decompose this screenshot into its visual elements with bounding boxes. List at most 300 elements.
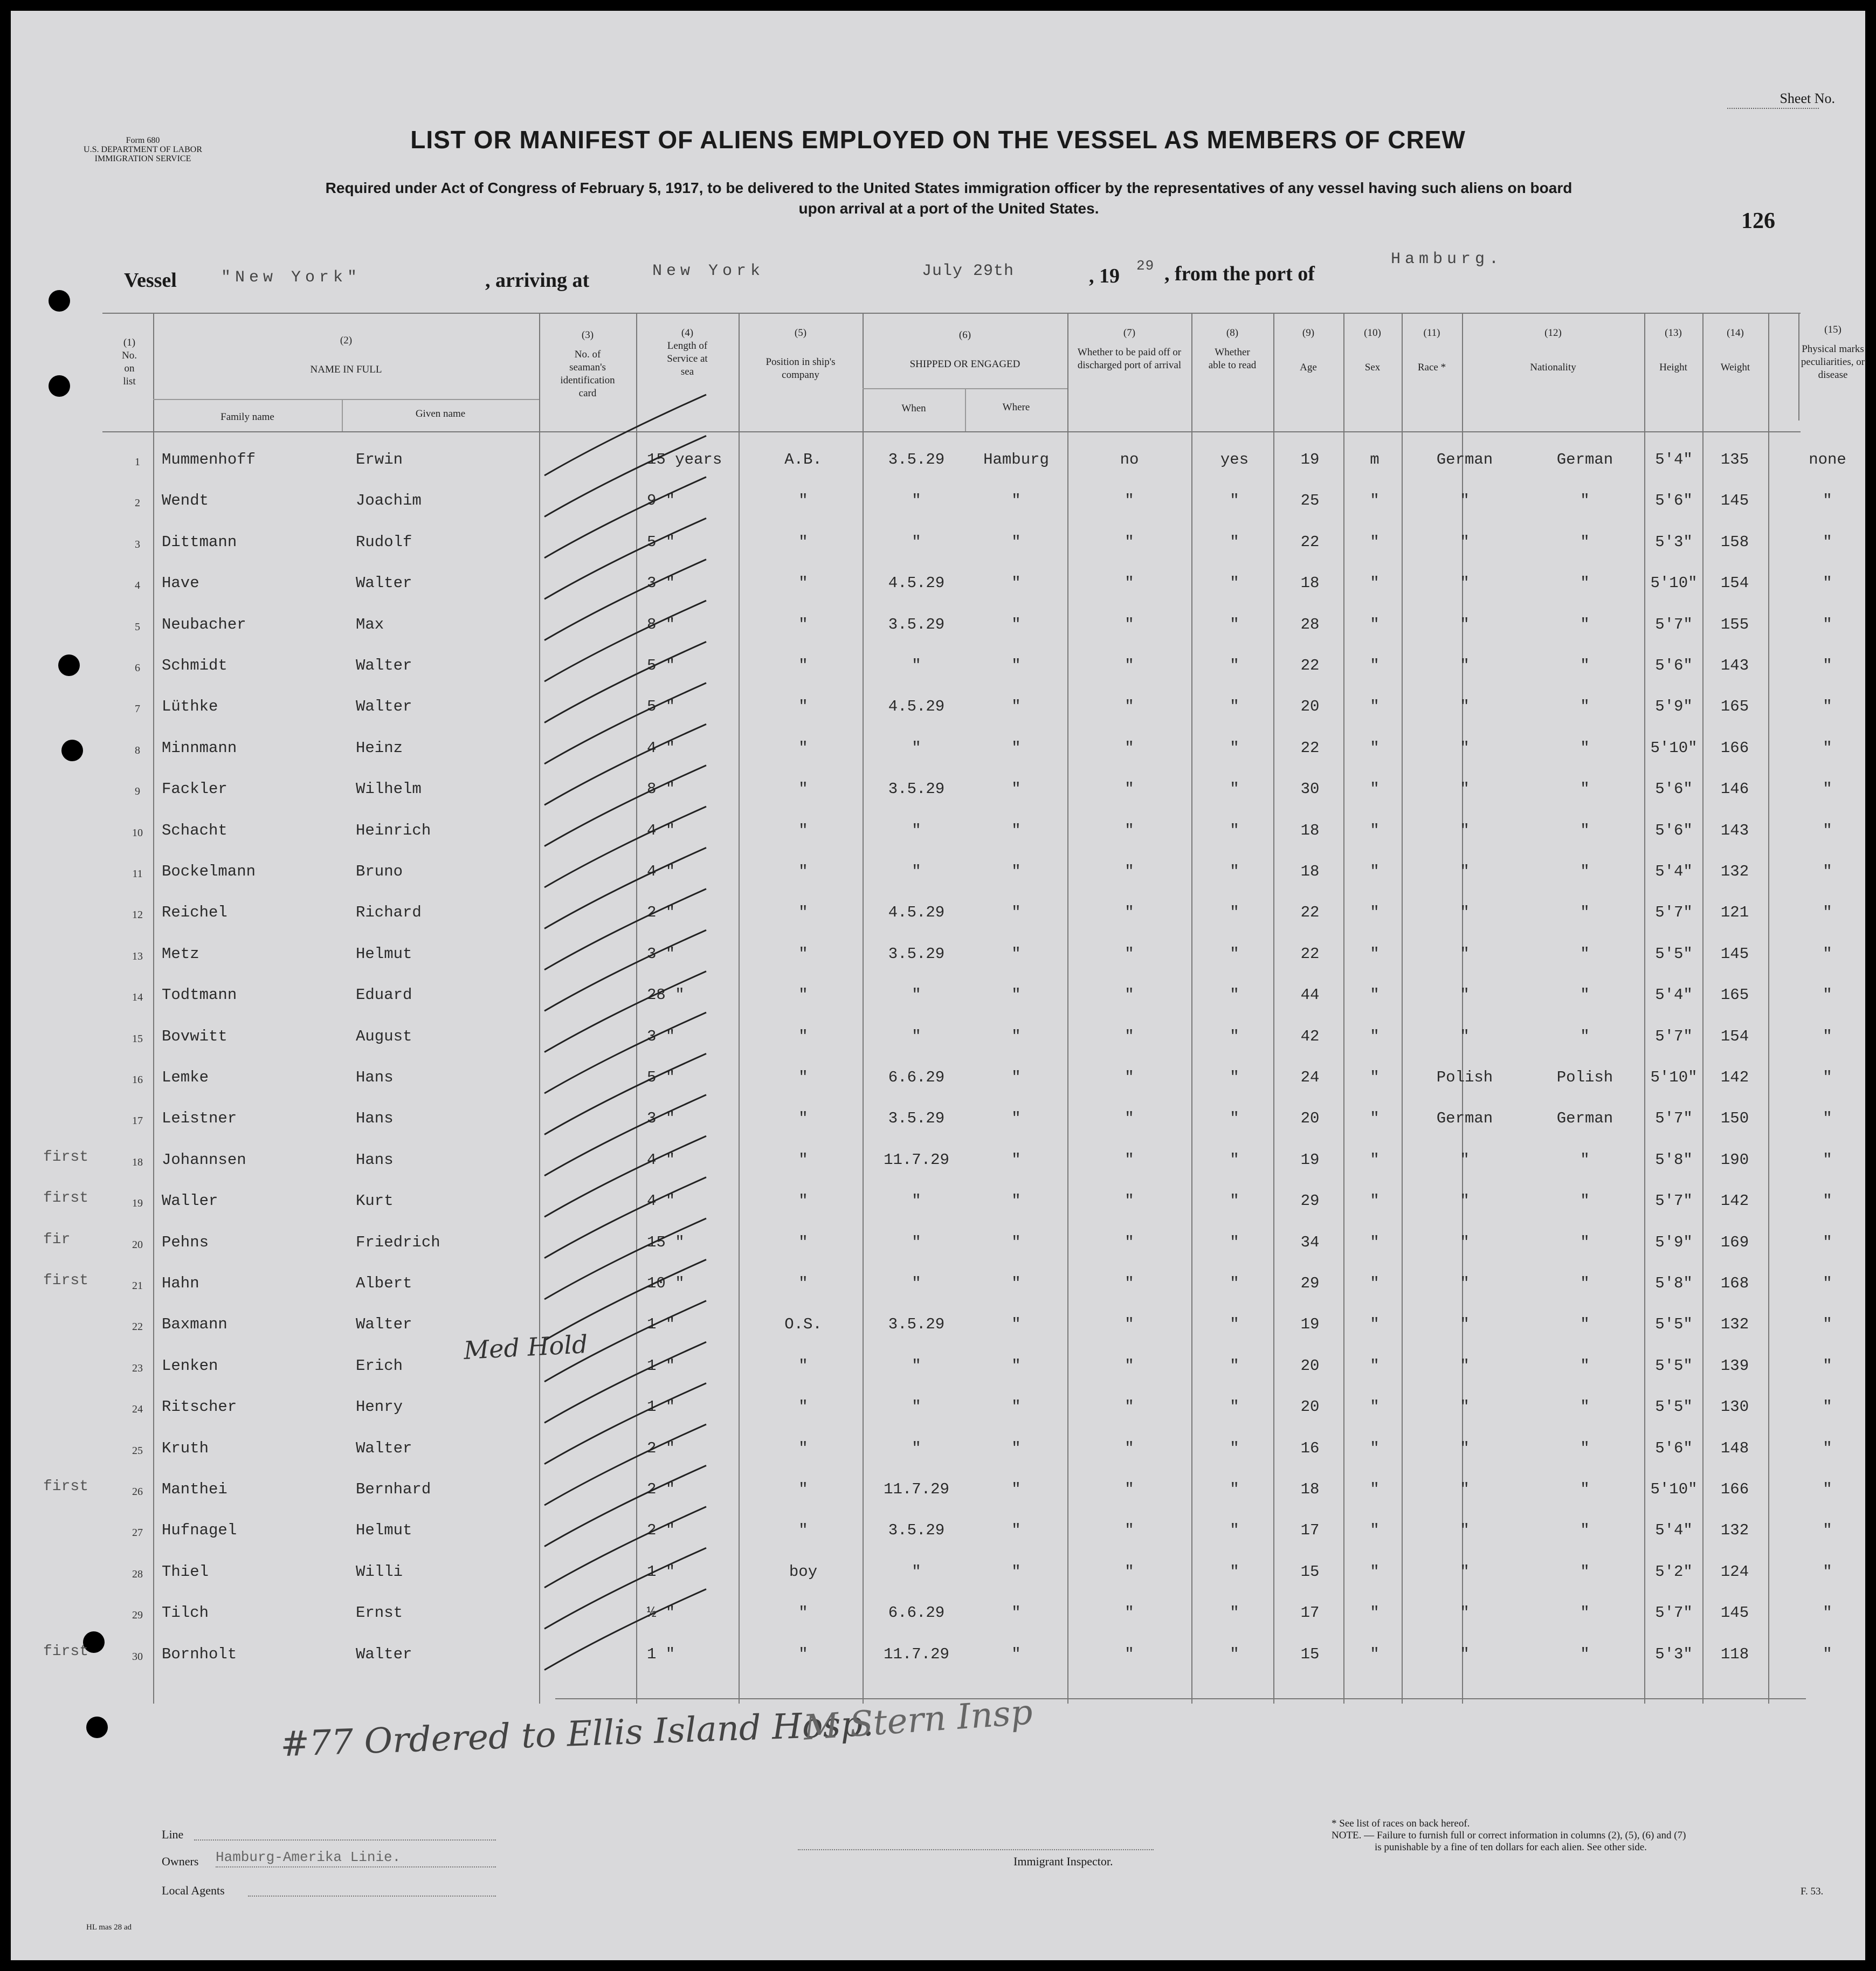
- shipped-where: ": [1011, 1069, 1021, 1086]
- shipped-when: ": [912, 1439, 921, 1457]
- row-number: 22: [132, 1321, 143, 1333]
- sheet-number-line: [1727, 108, 1819, 109]
- column-label: Length of Service at sea: [667, 340, 708, 377]
- year-suffix: 29: [1136, 258, 1155, 274]
- paid-off: ": [1125, 1233, 1134, 1251]
- ellis-island-note: #77 Ordered to Ellis Island Hosp.: [280, 1704, 874, 1765]
- paid-off: ": [1125, 1315, 1134, 1334]
- department-name: U.S. DEPARTMENT OF LABOR: [84, 145, 202, 154]
- sheet-number-label: Sheet No.: [1780, 91, 1835, 106]
- shipped-when: 3.5.29: [888, 1315, 945, 1334]
- height: 5'3": [1655, 533, 1693, 551]
- med-hold-note: Med Hold: [463, 1329, 589, 1365]
- shipped-where: ": [1011, 533, 1021, 551]
- print-code: HL mas 28 ad: [86, 1923, 132, 1932]
- shipped-when: 3.5.29: [888, 615, 945, 633]
- sex: ": [1370, 698, 1380, 716]
- age: 22: [1300, 904, 1320, 922]
- age: 22: [1300, 739, 1320, 757]
- shipped-where: ": [1011, 1604, 1021, 1622]
- strike-line: [544, 395, 706, 475]
- paid-off: no: [1120, 451, 1139, 468]
- able-to-read: ": [1230, 492, 1239, 510]
- given-name: Erwin: [356, 451, 403, 468]
- shipped-when: 11.7.29: [884, 1480, 949, 1498]
- sex: ": [1370, 1398, 1380, 1416]
- sex: ": [1370, 986, 1380, 1004]
- age: 22: [1300, 657, 1320, 674]
- sex: ": [1370, 1192, 1380, 1210]
- column-number: (10): [1364, 327, 1381, 339]
- able-to-read: ": [1230, 1521, 1239, 1540]
- row-number: 5: [135, 621, 140, 633]
- paid-off: ": [1125, 1150, 1134, 1169]
- sex: ": [1370, 1604, 1380, 1622]
- strike-line: [544, 1589, 706, 1670]
- physical-marks: ": [1823, 1109, 1832, 1128]
- column-label: SHIPPED OR ENGAGED: [909, 359, 1020, 370]
- age: 24: [1300, 1069, 1320, 1086]
- given-name: Hans: [356, 1069, 394, 1086]
- strike-line: [544, 1095, 706, 1176]
- age: 15: [1300, 1645, 1320, 1663]
- length-of-service: 3 ": [647, 1109, 675, 1128]
- position: ": [798, 1274, 808, 1292]
- height: 5'4": [1655, 451, 1693, 468]
- sex: ": [1370, 657, 1380, 674]
- position: ": [798, 1356, 808, 1375]
- column-number: (13): [1665, 327, 1682, 339]
- length-of-service: 4 ": [647, 739, 675, 757]
- strike-line: [544, 847, 706, 928]
- height: 5'4": [1655, 986, 1693, 1004]
- given-name: Helmut: [356, 945, 412, 963]
- row-number: 6: [135, 662, 140, 674]
- weight: 155: [1720, 615, 1749, 633]
- manifest-page: [11, 11, 1865, 1960]
- length-of-service: 5 ": [647, 533, 675, 551]
- length-of-service: 3 ": [647, 1027, 675, 1045]
- column-number: (2): [340, 335, 353, 346]
- nationality: ": [1580, 1439, 1590, 1457]
- weight: 166: [1720, 1480, 1749, 1498]
- height: 5'8": [1655, 1150, 1693, 1169]
- paid-off: ": [1125, 1521, 1134, 1540]
- nationality: ": [1580, 1604, 1590, 1622]
- family-name: Manthei: [162, 1480, 227, 1498]
- age: 29: [1300, 1192, 1320, 1210]
- family-name: Lenken: [162, 1356, 218, 1375]
- age: 22: [1300, 533, 1320, 551]
- physical-marks: ": [1823, 1150, 1832, 1169]
- nationality: ": [1580, 533, 1590, 551]
- length-of-service: 4 ": [647, 1150, 675, 1169]
- family-name: Leistner: [162, 1109, 237, 1128]
- shipped-when: ": [912, 986, 921, 1004]
- given-name: Eduard: [356, 986, 412, 1004]
- weight: 145: [1720, 492, 1749, 510]
- nationality: ": [1580, 1645, 1590, 1663]
- shipped-where: ": [1011, 1315, 1021, 1334]
- family-name: Bornholt: [162, 1645, 237, 1663]
- height: 5'7": [1655, 1027, 1693, 1045]
- sex: ": [1370, 1562, 1380, 1581]
- given-name: Walter: [356, 1645, 412, 1663]
- column-label: Physical marks peculiarities, or disease: [1801, 343, 1865, 381]
- family-name: Reichel: [162, 904, 227, 922]
- shipped-when: ": [912, 1356, 921, 1375]
- age: 20: [1300, 1356, 1320, 1375]
- row-number: 13: [132, 950, 143, 962]
- height: 5'10": [1650, 1480, 1698, 1498]
- shipped-where: ": [1011, 821, 1021, 839]
- paid-off: ": [1125, 533, 1134, 551]
- paid-off: ": [1125, 904, 1134, 922]
- row-number: 19: [132, 1197, 143, 1210]
- position: ": [798, 1439, 808, 1457]
- strike-line: [544, 642, 706, 722]
- race: ": [1460, 1192, 1470, 1210]
- arriving-port: New York: [652, 262, 765, 280]
- strike-line: [544, 724, 706, 805]
- race: ": [1460, 657, 1470, 674]
- able-to-read: ": [1230, 780, 1239, 798]
- family-name: Waller: [162, 1192, 218, 1210]
- sex: ": [1370, 739, 1380, 757]
- sex: ": [1370, 945, 1380, 963]
- column-number: (14): [1727, 327, 1744, 339]
- column-number: (5): [794, 327, 807, 339]
- nationality: ": [1580, 492, 1590, 510]
- shipped-when: 6.6.29: [888, 1604, 945, 1622]
- height: 5'7": [1655, 904, 1693, 922]
- weight: 118: [1720, 1645, 1749, 1663]
- race: ": [1460, 615, 1470, 633]
- position: O.S.: [784, 1315, 822, 1334]
- position: ": [798, 1233, 808, 1251]
- physical-marks: ": [1823, 1233, 1832, 1251]
- column-number: (9): [1302, 327, 1315, 339]
- able-to-read: ": [1230, 945, 1239, 963]
- given-name: Henry: [356, 1398, 403, 1416]
- race: ": [1460, 1645, 1470, 1663]
- length-of-service: 3 ": [647, 945, 675, 963]
- strike-line: [544, 477, 706, 558]
- shipped-when: 4.5.29: [888, 574, 945, 592]
- position: A.B.: [784, 451, 822, 468]
- paid-off: ": [1125, 1027, 1134, 1045]
- race: Polish: [1436, 1069, 1493, 1086]
- position: ": [798, 739, 808, 757]
- shipped-when: ": [912, 1398, 921, 1416]
- weight: 143: [1720, 821, 1749, 839]
- nationality: German: [1556, 1109, 1613, 1128]
- age: 19: [1300, 451, 1320, 468]
- service-name: IMMIGRATION SERVICE: [94, 154, 191, 163]
- age: 18: [1300, 821, 1320, 839]
- position: ": [798, 821, 808, 839]
- shipped-where: Hamburg: [983, 451, 1049, 468]
- subtitle-line-2: upon arrival at a port of the United States.: [798, 200, 1099, 217]
- owners-field: [216, 1866, 496, 1867]
- physical-marks: ": [1823, 1398, 1832, 1416]
- race: German: [1436, 451, 1493, 468]
- race: German: [1436, 1109, 1493, 1128]
- length-of-service: ½ ": [647, 1604, 675, 1622]
- row-number: 3: [135, 538, 140, 550]
- race: ": [1460, 1562, 1470, 1581]
- column-number: (12): [1544, 327, 1562, 339]
- margin-note: first: [43, 1478, 89, 1495]
- card-column-strikes: [102, 313, 1801, 1704]
- sex: ": [1370, 1480, 1380, 1498]
- position: ": [798, 1521, 808, 1540]
- given-name: Bruno: [356, 863, 403, 880]
- strike-line: [544, 889, 706, 970]
- row-number: 15: [132, 1032, 143, 1045]
- length-of-service: 1 ": [647, 1398, 675, 1416]
- able-to-read: ": [1230, 1645, 1239, 1663]
- age: 20: [1300, 1398, 1320, 1416]
- height: 5'5": [1655, 1356, 1693, 1375]
- family-name: Kruth: [162, 1439, 209, 1457]
- age: 30: [1300, 780, 1320, 798]
- age: 18: [1300, 574, 1320, 592]
- weight: 166: [1720, 739, 1749, 757]
- row-number: 17: [132, 1115, 143, 1127]
- position: ": [798, 1604, 808, 1622]
- row-number: 7: [135, 703, 140, 715]
- strike-line: [544, 971, 706, 1052]
- weight: 165: [1720, 986, 1749, 1004]
- sex: ": [1370, 863, 1380, 880]
- column-label: Weight: [1720, 362, 1750, 373]
- able-to-read: ": [1230, 1315, 1239, 1334]
- able-to-read: ": [1230, 533, 1239, 551]
- sex: ": [1370, 1356, 1380, 1375]
- row-number: 23: [132, 1362, 143, 1374]
- nationality: ": [1580, 1562, 1590, 1581]
- race: ": [1460, 780, 1470, 798]
- punch-hole: [49, 290, 70, 312]
- given-name: Heinz: [356, 739, 403, 757]
- position: ": [798, 615, 808, 633]
- weight: 132: [1720, 863, 1749, 880]
- sex: ": [1370, 1069, 1380, 1086]
- given-name: Joachim: [356, 492, 422, 510]
- sex: ": [1370, 574, 1380, 592]
- row-number: 4: [135, 580, 140, 592]
- height: 5'5": [1655, 1398, 1693, 1416]
- physical-marks: ": [1823, 1521, 1832, 1540]
- shipped-when: 6.6.29: [888, 1069, 945, 1086]
- shipped-where: ": [1011, 615, 1021, 633]
- nationality: ": [1580, 1150, 1590, 1169]
- able-to-read: ": [1230, 739, 1239, 757]
- able-to-read: ": [1230, 1150, 1239, 1169]
- weight: 150: [1720, 1109, 1749, 1128]
- bottom-rule: [555, 1698, 1806, 1699]
- race: ": [1460, 821, 1470, 839]
- strike-line: [544, 436, 706, 516]
- family-name: Baxmann: [162, 1315, 227, 1334]
- position: ": [798, 574, 808, 592]
- vessel-name: "New York": [221, 268, 362, 287]
- length-of-service: 5 ": [647, 1069, 675, 1086]
- nationality: ": [1580, 1398, 1590, 1416]
- shipped-when: 3.5.29: [888, 1521, 945, 1540]
- column-number: (11): [1423, 327, 1440, 339]
- physical-marks: ": [1823, 1604, 1832, 1622]
- length-of-service: 3 ": [647, 574, 675, 592]
- physical-marks: none: [1809, 451, 1846, 468]
- strike-line: [544, 1012, 706, 1093]
- shipped-where: ": [1011, 1192, 1021, 1210]
- position: ": [798, 1069, 808, 1086]
- nationality: ": [1580, 945, 1590, 963]
- family-name: Bovwitt: [162, 1027, 227, 1045]
- given-name: Heinrich: [356, 821, 431, 839]
- nationality: ": [1580, 1315, 1590, 1334]
- family-name: Todtmann: [162, 986, 237, 1004]
- shipped-when: 4.5.29: [888, 904, 945, 922]
- physical-marks: ": [1823, 1315, 1832, 1334]
- weight: 145: [1720, 1604, 1749, 1622]
- row-number: 26: [132, 1486, 143, 1498]
- height: 5'5": [1655, 945, 1693, 963]
- weight: 168: [1720, 1274, 1749, 1292]
- sex: ": [1370, 1027, 1380, 1045]
- height: 5'4": [1655, 863, 1693, 880]
- strike-line: [544, 1259, 706, 1340]
- nationality: ": [1580, 1027, 1590, 1045]
- height: 5'10": [1650, 739, 1698, 757]
- row-number: 20: [132, 1238, 143, 1251]
- paid-off: ": [1125, 615, 1134, 633]
- given-name: August: [356, 1027, 412, 1045]
- able-to-read: ": [1230, 1439, 1239, 1457]
- race: ": [1460, 1356, 1470, 1375]
- height: 5'10": [1650, 574, 1698, 592]
- sex: ": [1370, 1439, 1380, 1457]
- family-name: Neubacher: [162, 615, 246, 633]
- given-name: Wilhelm: [356, 780, 422, 798]
- position: ": [798, 657, 808, 674]
- paid-off: ": [1125, 739, 1134, 757]
- paid-off: ": [1125, 1356, 1134, 1375]
- weight: 132: [1720, 1521, 1749, 1540]
- position: ": [798, 533, 808, 551]
- age: 20: [1300, 698, 1320, 716]
- physical-marks: ": [1823, 904, 1832, 922]
- column-label: Position in ship's company: [765, 356, 836, 381]
- length-of-service: 2 ": [647, 1439, 675, 1457]
- strike-line: [544, 807, 706, 887]
- able-to-read: ": [1230, 904, 1239, 922]
- family-name: Tilch: [162, 1604, 209, 1622]
- family-name: Lüthke: [162, 698, 218, 716]
- sex: ": [1370, 1315, 1380, 1334]
- row-number: 8: [135, 744, 140, 756]
- strike-line: [544, 1053, 706, 1134]
- row-number: 14: [132, 991, 143, 1004]
- age: 20: [1300, 1109, 1320, 1128]
- row-number: 24: [132, 1403, 143, 1416]
- length-of-service: 1 ": [647, 1562, 675, 1581]
- sex: ": [1370, 904, 1380, 922]
- row-number: 29: [132, 1609, 143, 1622]
- weight: 148: [1720, 1439, 1749, 1457]
- nationality: ": [1580, 657, 1590, 674]
- margin-note: first: [43, 1190, 89, 1207]
- shipped-where: ": [1011, 1356, 1021, 1375]
- length-of-service: 2 ": [647, 904, 675, 922]
- nationality: ": [1580, 1274, 1590, 1292]
- paid-off: ": [1125, 698, 1134, 716]
- family-name: Mummenhoff: [162, 451, 256, 468]
- row-number: 25: [132, 1444, 143, 1457]
- length-of-service: 1 ": [647, 1356, 675, 1375]
- shipped-where: ": [1011, 1480, 1021, 1498]
- column-label: Race *: [1417, 362, 1446, 373]
- punch-hole: [86, 1717, 108, 1738]
- weight: 142: [1720, 1069, 1749, 1086]
- shipped-when: ": [912, 1562, 921, 1581]
- given-name: Richard: [356, 904, 422, 922]
- col-header-where: Where: [1002, 402, 1030, 413]
- able-to-read: ": [1230, 1069, 1239, 1086]
- position: ": [798, 1398, 808, 1416]
- sex: ": [1370, 1274, 1380, 1292]
- local-agents-field: [248, 1896, 496, 1897]
- shipped-where: ": [1011, 1562, 1021, 1581]
- weight: 143: [1720, 657, 1749, 674]
- shipped-when: ": [912, 1027, 921, 1045]
- row-number: 12: [132, 909, 143, 921]
- nationality: Polish: [1556, 1069, 1613, 1086]
- position: ": [798, 492, 808, 510]
- shipped-where: ": [1011, 1233, 1021, 1251]
- sex: ": [1370, 492, 1380, 510]
- position: ": [798, 863, 808, 880]
- physical-marks: ": [1823, 1274, 1832, 1292]
- col-header-given-name: Given name: [415, 408, 466, 419]
- local-agents-label: Local Agents: [162, 1884, 225, 1897]
- height: 5'2": [1655, 1562, 1693, 1581]
- race: ": [1460, 1604, 1470, 1622]
- family-name: Bockelmann: [162, 863, 256, 880]
- physical-marks: ": [1823, 1439, 1832, 1457]
- physical-marks: ": [1823, 1356, 1832, 1375]
- shipped-where: ": [1011, 1645, 1021, 1663]
- margin-note: first: [43, 1272, 89, 1289]
- margin-note: first: [43, 1643, 89, 1660]
- row-number: 30: [132, 1650, 143, 1663]
- age: 19: [1300, 1315, 1320, 1334]
- given-name: Helmut: [356, 1521, 412, 1540]
- age: 17: [1300, 1521, 1320, 1540]
- given-name: Walter: [356, 1315, 412, 1334]
- physical-marks: ": [1823, 1562, 1832, 1581]
- height: 5'9": [1655, 1233, 1693, 1251]
- height: 5'6": [1655, 492, 1693, 510]
- nationality: ": [1580, 574, 1590, 592]
- column-number: (7): [1123, 327, 1136, 339]
- strike-line: [544, 1465, 706, 1546]
- length-of-service: 2 ": [647, 1480, 675, 1498]
- family-name: Have: [162, 574, 199, 592]
- physical-marks: ": [1823, 1192, 1832, 1210]
